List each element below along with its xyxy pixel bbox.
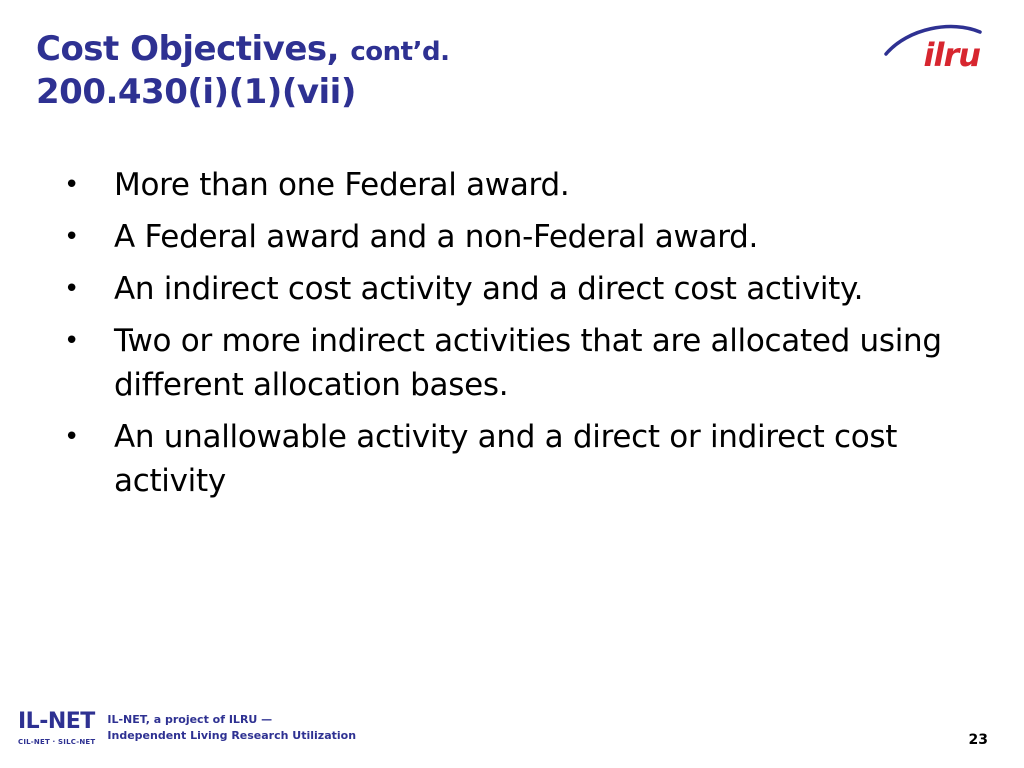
title-citation: 200.430(i)(1)(vii) — [36, 71, 356, 112]
title-main: Cost Objectives, — [36, 29, 351, 69]
ilnet-logo-text: IL-NET — [18, 709, 95, 734]
list-item-text: More than one Federal award. — [114, 167, 570, 203]
list-item-text: An indirect cost activity and a direct cost activity. — [114, 271, 864, 307]
list-item-text: Two or more indirect activities that are allocated using different allocation bases. — [114, 323, 942, 403]
list-item — [60, 215, 980, 259]
list-item — [60, 163, 980, 207]
list-item-text: A Federal award and a non-Federal award. — [114, 219, 759, 255]
bullet-icon: • — [64, 170, 80, 200]
bullet-list — [60, 163, 980, 511]
title-contd: cont’d. — [350, 37, 450, 67]
footer-line-2: Independent Living Research Utilization — [107, 729, 357, 742]
bullet-icon: • — [64, 326, 80, 356]
slide-title — [36, 28, 449, 113]
ilnet-logo-subtext: CIL-NET · SILC-NET — [18, 738, 96, 746]
footer-line-1: IL-NET, a project of ILRU — — [107, 713, 273, 726]
list-item — [60, 319, 980, 407]
list-item — [60, 415, 980, 503]
bullet-icon: • — [64, 222, 80, 252]
footer-text — [107, 712, 356, 744]
list-item — [60, 267, 980, 311]
ilru-logo-text: ilru — [923, 36, 980, 74]
bullet-icon: • — [64, 274, 80, 304]
ilru-logo — [882, 18, 984, 76]
bullet-icon: • — [64, 422, 80, 452]
list-item-text: An unallowable activity and a direct or indirect cost activity — [114, 419, 898, 499]
ilnet-logo — [18, 710, 95, 746]
page-number: 23 — [968, 732, 988, 748]
footer — [18, 710, 356, 746]
